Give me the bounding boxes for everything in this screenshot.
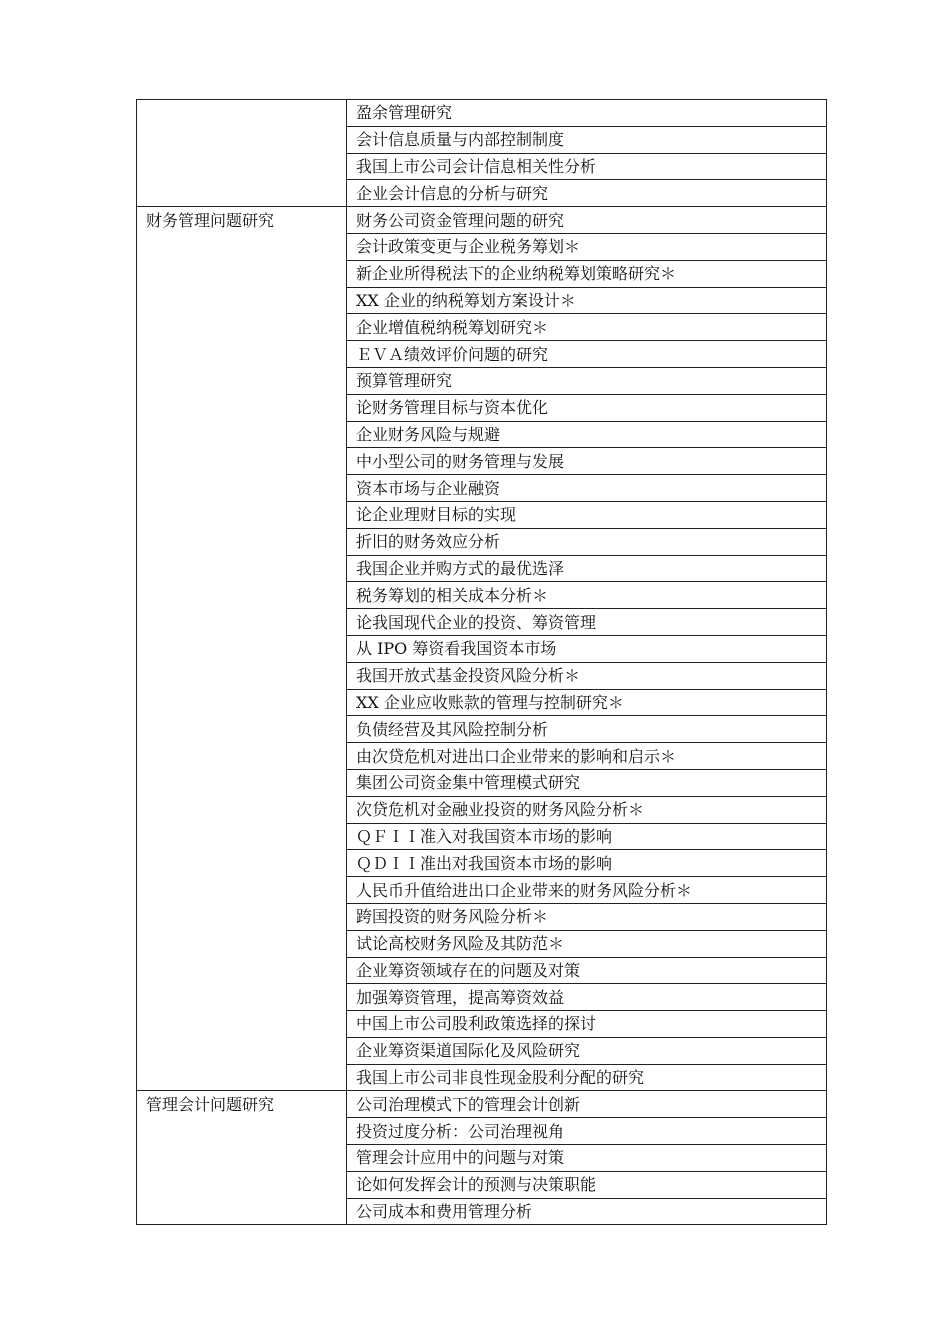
topic-cell: 企业会计信息的分析与研究 (347, 180, 827, 207)
topic-cell: 论如何发挥会计的预测与决策职能 (347, 1171, 827, 1198)
topic-cell: 集团公司资金集中管理模式研究 (347, 769, 827, 796)
topic-cell: 中小型公司的财务管理与发展 (347, 448, 827, 475)
topic-cell: ＥＶＡ绩效评价问题的研究 (347, 341, 827, 368)
topic-cell: 企业筹资领域存在的问题及对策 (347, 957, 827, 984)
topic-cell: 负债经营及其风险控制分析 (347, 716, 827, 743)
table-row (137, 100, 827, 127)
topic-cell: 论财务管理目标与资本优化 (347, 394, 827, 421)
topic-cell: 公司治理模式下的管理会计创新 (347, 1091, 827, 1118)
topic-cell: 企业筹资渠道国际化及风险研究 (347, 1037, 827, 1064)
topic-cell: 试论高校财务风险及其防范＊ (347, 930, 827, 957)
topic-cell: 公司成本和费用管理分析 (347, 1198, 827, 1225)
table-row (137, 207, 827, 234)
category-cell: 财务管理问题研究 (137, 207, 347, 1091)
topic-cell: 我国上市公司非良性现金股利分配的研究 (347, 1064, 827, 1091)
category-cell: 管理会计问题研究 (137, 1091, 347, 1225)
topics-table (136, 99, 827, 1225)
topic-cell: 跨国投资的财务风险分析＊ (347, 903, 827, 930)
topic-cell: 企业增值税纳税筹划研究＊ (347, 314, 827, 341)
topic-cell: 从 IPO 筹资看我国资本市场 (347, 635, 827, 662)
topic-cell: 由次贷危机对进出口企业带来的影响和启示＊ (347, 743, 827, 770)
topic-cell: 次贷危机对金融业投资的财务风险分析＊ (347, 796, 827, 823)
topic-cell: ＱＤＩＩ准出对我国资本市场的影响 (347, 850, 827, 877)
topic-cell: XX 企业的纳税筹划方案设计＊ (347, 287, 827, 314)
topic-cell: 我国企业并购方式的最优选泽 (347, 555, 827, 582)
topic-cell: 企业财务风险与规避 (347, 421, 827, 448)
topic-cell: XX 企业应收账款的管理与控制研究＊ (347, 689, 827, 716)
topic-cell: ＱＦＩＩ准入对我国资本市场的影响 (347, 823, 827, 850)
topic-cell: 加强筹资管理，提高筹资效益 (347, 984, 827, 1011)
topic-cell: 论企业理财目标的实现 (347, 501, 827, 528)
category-cell (137, 100, 347, 207)
topic-cell: 我国开放式基金投资风险分析＊ (347, 662, 827, 689)
topic-cell: 财务公司资金管理问题的研究 (347, 207, 827, 234)
topic-cell: 新企业所得税法下的企业纳税筹划策略研究＊ (347, 260, 827, 287)
topic-cell: 论我国现代企业的投资、筹资管理 (347, 609, 827, 636)
topic-cell: 会计政策变更与企业税务筹划＊ (347, 233, 827, 260)
topic-cell: 盈余管理研究 (347, 100, 827, 127)
topic-cell: 投资过度分析：公司治理视角 (347, 1118, 827, 1145)
topic-cell: 管理会计应用中的问题与对策 (347, 1145, 827, 1172)
topic-cell: 会计信息质量与内部控制制度 (347, 126, 827, 153)
topic-cell: 人民币升值给进出口企业带来的财务风险分析＊ (347, 877, 827, 904)
topic-cell: 我国上市公司会计信息相关性分析 (347, 153, 827, 180)
topic-cell: 税务筹划的相关成本分析＊ (347, 582, 827, 609)
topic-cell: 折旧的财务效应分析 (347, 528, 827, 555)
topics-table-body (137, 100, 827, 1225)
topic-cell: 资本市场与企业融资 (347, 475, 827, 502)
table-row (137, 1091, 827, 1118)
topic-cell: 中国上市公司股利政策选择的探讨 (347, 1011, 827, 1038)
topic-cell: 预算管理研究 (347, 367, 827, 394)
